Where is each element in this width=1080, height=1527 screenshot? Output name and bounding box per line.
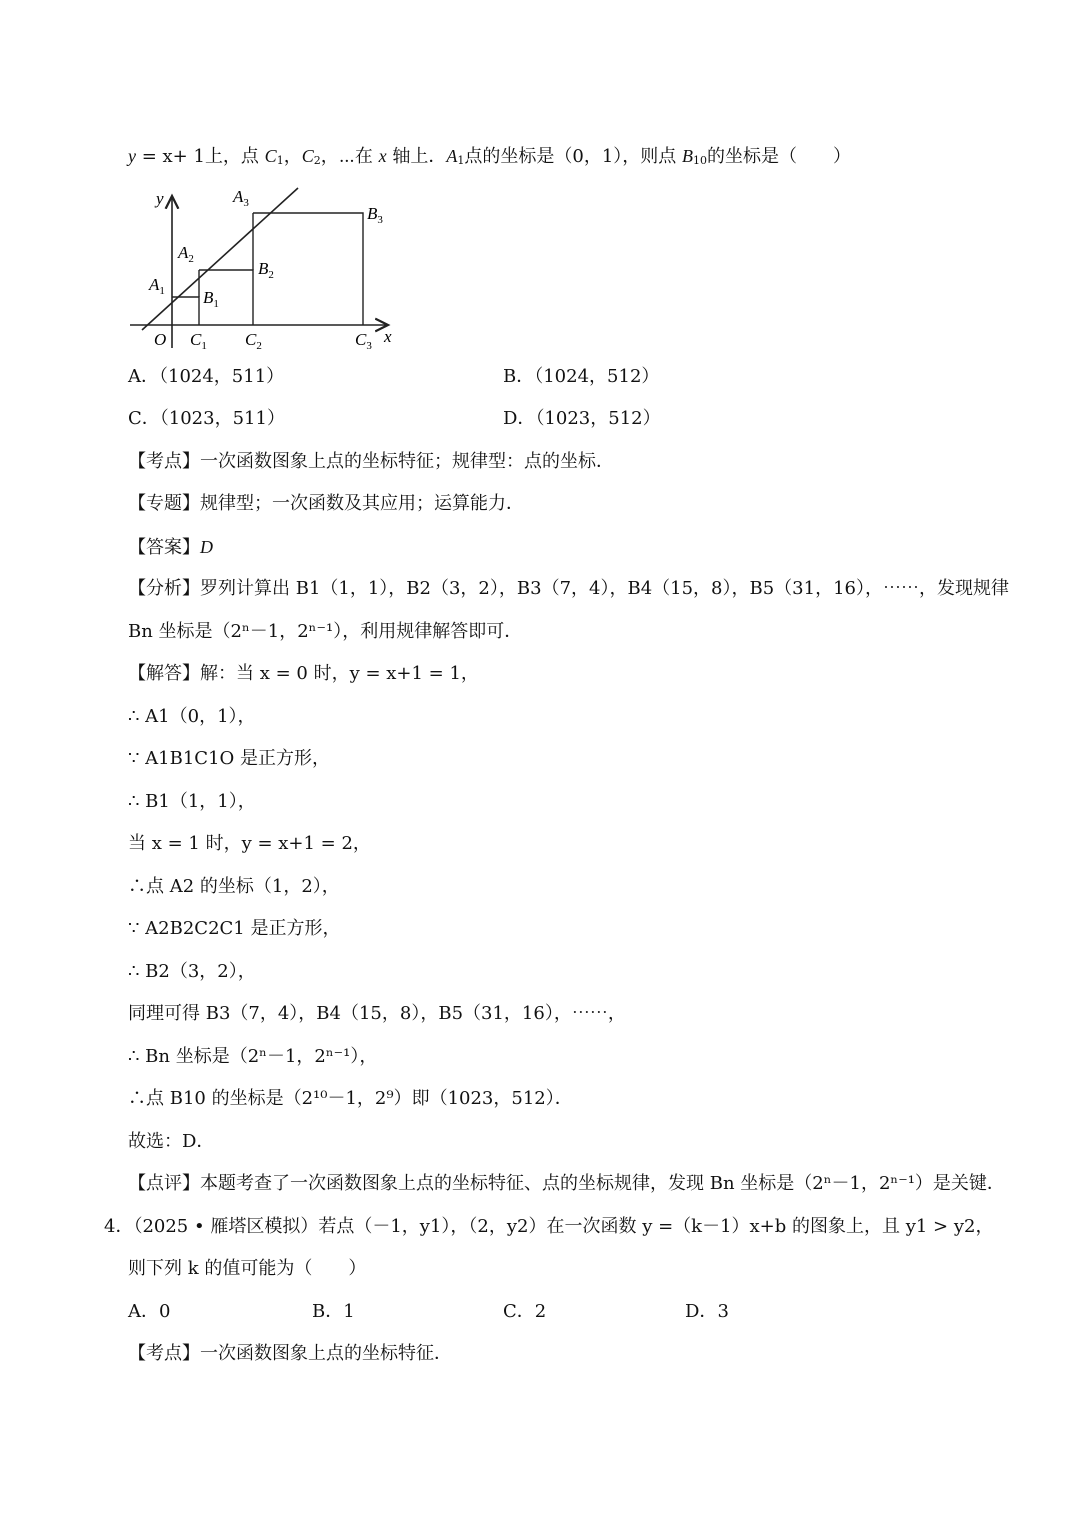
q3-option-d (503, 406, 661, 432)
stem-point-b10: B (682, 146, 694, 166)
lbl: B (258, 259, 269, 278)
label-b2 (258, 259, 274, 281)
lbl: A (178, 243, 189, 262)
q3-option-c (128, 406, 285, 432)
sub: 10 (693, 154, 708, 167)
stem-point-c2: C (301, 146, 314, 166)
solution-line: ∵ A2B2C2C1 是正方形， (128, 918, 341, 939)
lbl: C (190, 330, 202, 349)
sub: 2 (313, 154, 321, 167)
lbl: B (203, 288, 214, 307)
stem-text: 点的坐标是（0，1），则点 (464, 146, 677, 167)
square-1 (172, 297, 199, 325)
q3-kaodian (128, 449, 614, 475)
stem-text: 轴上． (392, 146, 447, 167)
stem-var-x: x (378, 146, 387, 166)
stem-point-a1: A (446, 146, 458, 166)
section-tag: 【解答】 (128, 663, 200, 684)
section-tag: 【分析】 (128, 578, 200, 599)
q3-option-b (503, 364, 659, 390)
solution-line: 故选：D． (128, 1131, 215, 1152)
option-text: （1023，511） (159, 408, 285, 429)
lbl: C (355, 330, 367, 349)
line-y-eq-x-plus-1 (142, 188, 298, 330)
x-axis-label: x (384, 327, 392, 346)
lbl: B (367, 204, 378, 223)
option-letter: C． (503, 1301, 535, 1322)
section-tag: 【考点】 (128, 451, 200, 472)
sep: ， (283, 146, 302, 167)
option-letter: A． (128, 366, 159, 387)
lbl: C (245, 330, 257, 349)
option-text: 3 (717, 1301, 729, 1322)
section-text: 罗列计算出 B1（1，1），B2（3，2），B3（7，4），B4（15，8），B5（31，16），⋯⋯，发现规律 (200, 578, 1009, 599)
option-letter: B． (312, 1301, 344, 1322)
section-text: 规律型；一次函数及其应用；运算能力． (200, 493, 524, 514)
q3-jieda (128, 661, 479, 687)
q3-option-a (128, 364, 284, 390)
q3-stem (128, 143, 851, 174)
q3-fenxi-cont (128, 619, 522, 645)
label-a2 (177, 243, 194, 265)
section-text: 一次函数图象上点的坐标特征；规律型：点的坐标． (200, 451, 614, 472)
q4-option-d (685, 1299, 729, 1325)
label-c1 (190, 330, 207, 352)
option-letter: D． (685, 1301, 718, 1322)
option-text: 2 (534, 1301, 547, 1322)
section-tag: 【答案】 (128, 537, 200, 558)
option-letter: C． (128, 408, 160, 429)
lbl-sub: 1 (213, 298, 219, 310)
question-number: 4． (104, 1216, 134, 1237)
stem-equation: = x+ 1 (136, 146, 205, 167)
question-text-cont: 则下列 k 的值可能为（ ） (128, 1258, 367, 1279)
solution-line: ∴ Bn 坐标是（2ⁿ－1，2ⁿ⁻¹）， (128, 1046, 378, 1067)
solution-line: 当 x = 1 时，y = x+1 = 2， (128, 833, 371, 854)
lbl-sub: 2 (256, 340, 262, 352)
sub: 1 (276, 154, 284, 167)
section-text: 一次函数图象上点的坐标特征． (200, 1343, 452, 1364)
lbl: A (149, 275, 160, 294)
solution-line: ∴点 B10 的坐标是（2¹⁰－1，2⁹）即（1023，512）． (128, 1088, 573, 1109)
solution-line: ∵ A1B1C1O 是正方形， (128, 748, 331, 769)
solution-line: ∴ A1（0，1）， (128, 706, 256, 727)
q4-option-a (128, 1299, 170, 1325)
option-letter: B． (503, 366, 535, 387)
stem-point-c1: C (264, 146, 277, 166)
q3-fenxi (128, 576, 1009, 602)
lbl-sub: 1 (201, 340, 207, 352)
solution-line: ∴ B2（3，2）， (128, 961, 256, 982)
section-tag: 【点评】 (128, 1173, 200, 1194)
section-text: 本题考查了一次函数图象上点的坐标特征、点的坐标规律，发现 Bn 坐标是（2ⁿ－1，2ⁿ⁻¹）是关键． (200, 1173, 1005, 1194)
section-tag: 【专题】 (128, 493, 200, 514)
lbl-sub: 1 (159, 285, 165, 297)
label-c2 (245, 330, 262, 352)
solution-line: 解：当 x = 0 时，y = x+1 = 1， (200, 663, 479, 684)
lbl-sub: 2 (268, 269, 274, 281)
q4-stem (104, 1214, 994, 1240)
stem-var-y: y (128, 146, 136, 166)
option-text: （1024，512） (534, 366, 660, 387)
q3-daan (128, 534, 213, 561)
label-a1 (148, 275, 165, 297)
lbl-sub: 3 (377, 214, 383, 226)
stem-text: 的坐标是（ ） (707, 146, 852, 167)
section-tag: 【考点】 (128, 1343, 200, 1364)
label-c3 (355, 330, 372, 352)
section-text: Bn 坐标是（2ⁿ－1，2ⁿ⁻¹），利用规律解答即可． (128, 621, 523, 642)
lbl: A (233, 187, 244, 206)
answer-value: D (200, 537, 213, 557)
label-b1 (203, 288, 219, 310)
solution-line: ∴点 A2 的坐标（1，2）， (128, 876, 340, 897)
y-axis-label: y (156, 189, 164, 208)
solution-line: ∴ B1（1，1）， (128, 791, 256, 812)
option-text: 0 (159, 1301, 171, 1322)
lbl-sub: 3 (366, 340, 372, 352)
solution-line: 同理可得 B3（7，4），B4（15，8），B5（31，16），⋯⋯， (128, 1003, 626, 1024)
q4-option-c (503, 1299, 546, 1325)
stem-text: 上，点 (204, 146, 259, 167)
q3-zhuanti (128, 491, 524, 517)
option-text: （1024，511） (159, 366, 285, 387)
origin-label: O (154, 330, 167, 349)
label-a3 (232, 187, 249, 209)
option-letter: D． (503, 408, 536, 429)
option-text: 1 (343, 1301, 355, 1322)
option-letter: A． (128, 1301, 159, 1322)
lbl-sub: 2 (188, 253, 194, 265)
coordinate-figure (120, 182, 410, 357)
q4-kaodian (128, 1341, 452, 1367)
question-text: （2025 • 雁塔区模拟）若点（－1，y1），（2，y2）在一次函数 y =（k－1）x+b 的图象上，且 y1 > y2， (133, 1216, 994, 1237)
sub: 1 (457, 154, 465, 167)
q3-dianping (128, 1171, 1005, 1197)
q4-option-b (312, 1299, 355, 1325)
stem-text: ，⋯在 (320, 146, 373, 167)
option-text: （1023，512） (535, 408, 661, 429)
label-b3 (367, 204, 383, 226)
lbl-sub: 3 (243, 197, 249, 209)
